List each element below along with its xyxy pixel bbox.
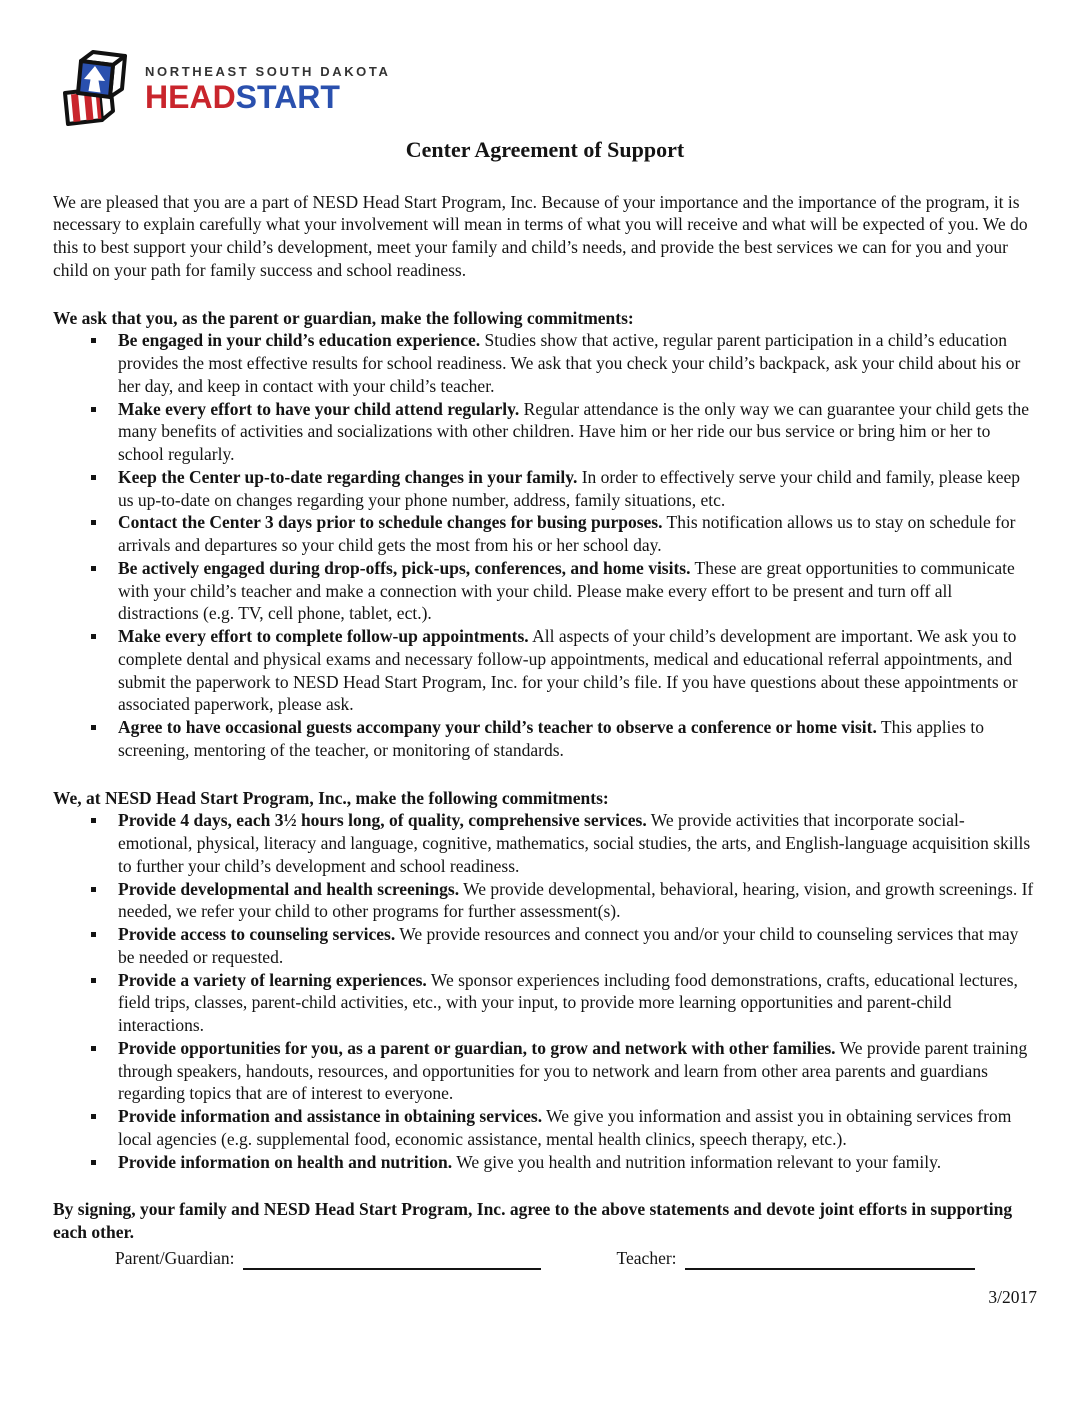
bullet-lead: Provide developmental and health screenings.	[118, 878, 460, 899]
bullet-lead: Be actively engaged during drop-offs, pick-ups, conferences, and home visits.	[118, 557, 691, 578]
parent-guardian-signature-line	[243, 1252, 541, 1270]
bullet-body: We give you information and assist you in obtaining services from local agencies (e.g. supplemental food, economic assistance, mental health clinics, speech therapy, etc.).	[118, 1106, 1012, 1149]
bullet-body: In order to effectively serve your child and family, please keep us up-to-date on changes regarding your phone number, address, family situations, etc.	[118, 466, 1021, 510]
bullet-lead: Make every effort to have your child attend regularly.	[118, 398, 520, 419]
list-item	[53, 466, 1037, 512]
bullet-body: Studies show that active, regular parent participation in a child’s education provides the most effective results for school readiness. We ask that you check your child’s backpack, ask your child about his or her day, and keep in contact with your child’s teacher.	[118, 330, 1021, 396]
bullet-body: This applies to screening, mentoring of the teacher, or monitoring of standards.	[118, 717, 984, 760]
closing-statement: By signing, your family and NESD Head Start Program, Inc. agree to the above statements and devote joint efforts in supporting each other.	[53, 1199, 1013, 1243]
list-item	[53, 923, 1037, 969]
list-item	[53, 878, 1037, 924]
logo-blocks-icon	[53, 49, 139, 129]
program-commitments-heading: We, at NESD Head Start Program, Inc., make the following commitments:	[53, 787, 609, 808]
bullet-lead: Provide opportunities for you, as a parent or guardian, to grow and network with other families.	[118, 1037, 836, 1058]
bullet-lead: Make every effort to complete follow-up appointments.	[118, 626, 529, 647]
list-item	[53, 329, 1037, 397]
bullet-body: We provide developmental, behavioral, hearing, vision, and growth screenings. If needed, we refer your child to other programs for further assessment(s).	[118, 878, 1034, 922]
logo-brand-start: START	[235, 78, 340, 115]
parent-commitments-list	[53, 329, 1037, 761]
bullet-body: We provide activities that incorporate social-emotional, physical, literacy and language, cognitive, mathematics, social studies, the arts, and English-language acquisition skills to further your child’s development and school readiness.	[118, 810, 1031, 876]
headstart-logo	[53, 52, 1037, 126]
footer-date: 3/2017	[988, 1286, 1037, 1307]
list-item	[53, 511, 1037, 557]
parent-guardian-label: Parent/Guardian:	[115, 1247, 235, 1268]
bullet-body: These are great opportunities to communicate with your child’s teacher and make a connection with your child. Please make every effort to be present and turn off all distractions (e.g. TV, cell phone, tablet, ect.).	[118, 557, 1015, 624]
list-item	[53, 625, 1037, 716]
logo-brand-head: HEAD	[145, 78, 236, 115]
logo-org-name: NORTHEAST SOUTH DAKOTA	[145, 63, 391, 79]
list-item	[53, 969, 1037, 1037]
list-item	[53, 557, 1037, 625]
bullet-lead: Contact the Center 3 days prior to schedule changes for busing purposes.	[118, 512, 663, 533]
list-item	[53, 1037, 1037, 1105]
bullet-body: We give you health and nutrition information relevant to your family.	[452, 1151, 942, 1172]
bullet-lead: Keep the Center up-to-date regarding changes in your family.	[118, 466, 578, 487]
bullet-lead: Provide access to counseling services.	[118, 924, 396, 945]
bullet-lead: Agree to have occasional guests accompany your child’s teacher to observe a conference or home visit.	[118, 717, 877, 738]
signature-row	[115, 1247, 1037, 1270]
intro-paragraph: We are pleased that you are a part of NESD Head Start Program, Inc. Because of your importance and the importance of the program, it is necessary to explain carefully what your involvement will mean in terms of what you will receive and what will be expected of you. We do this to best support your child’s development, meet your family and child’s needs, and provide the best services we can for you and your child on your path for family success and school readiness.	[53, 191, 1028, 280]
list-item	[53, 1105, 1037, 1151]
parent-commitments-heading: We ask that you, as the parent or guardian, make the following commitments:	[53, 307, 634, 328]
bullet-body: This notification allows us to stay on schedule for arrivals and departures so your child gets the most from his or her school day.	[118, 512, 1016, 556]
bullet-lead: Provide a variety of learning experiences.	[118, 969, 427, 990]
bullet-lead: Be engaged in your child’s education experience.	[118, 330, 481, 351]
logo-brand-name	[145, 78, 390, 115]
program-commitments-list	[53, 809, 1037, 1173]
teacher-label: Teacher:	[616, 1247, 677, 1268]
list-item	[53, 716, 1037, 762]
list-item	[53, 809, 1037, 877]
logo-text	[145, 64, 390, 114]
teacher-signature-line	[685, 1252, 975, 1270]
bullet-body: We provide parent training through speakers, handouts, resources, and opportunities for you to network and learn from other area parents and guardians regarding topics that are of interest to everyone.	[118, 1037, 1028, 1104]
bullet-lead: Provide information on health and nutrition.	[118, 1151, 453, 1172]
bullet-body: All aspects of your child’s development are important. We ask you to complete dental and physical exams and necessary follow-up appointments, medical and educational referral appointments, and submit the paperwork to NESD Head Start Program, Inc. for your child’s file. If you have questions about these appointments or associated paperwork, please ask.	[118, 626, 1018, 715]
page-title: Center Agreement of Support	[405, 137, 685, 162]
bullet-lead: Provide 4 days, each 3½ hours long, of quality, comprehensive services.	[118, 810, 647, 831]
bullet-body: Regular attendance is the only way we can guarantee your child gets the many benefits of activities and socializations with other children. Have him or her ride our bus service or bring him or her to school regularly.	[118, 398, 1030, 465]
list-item	[53, 1151, 1037, 1174]
bullet-body: We sponsor experiences including food demonstrations, crafts, educational lectures, field trips, classes, parent-child activities, etc., with your input, to provide more learning opportunities and parent-child interactions.	[118, 969, 1018, 1036]
bullet-body: We provide resources and connect you and/or your child to counseling services that may be needed or requested.	[118, 924, 1019, 967]
bullet-lead: Provide information and assistance in obtaining services.	[118, 1106, 543, 1127]
list-item	[53, 398, 1037, 466]
